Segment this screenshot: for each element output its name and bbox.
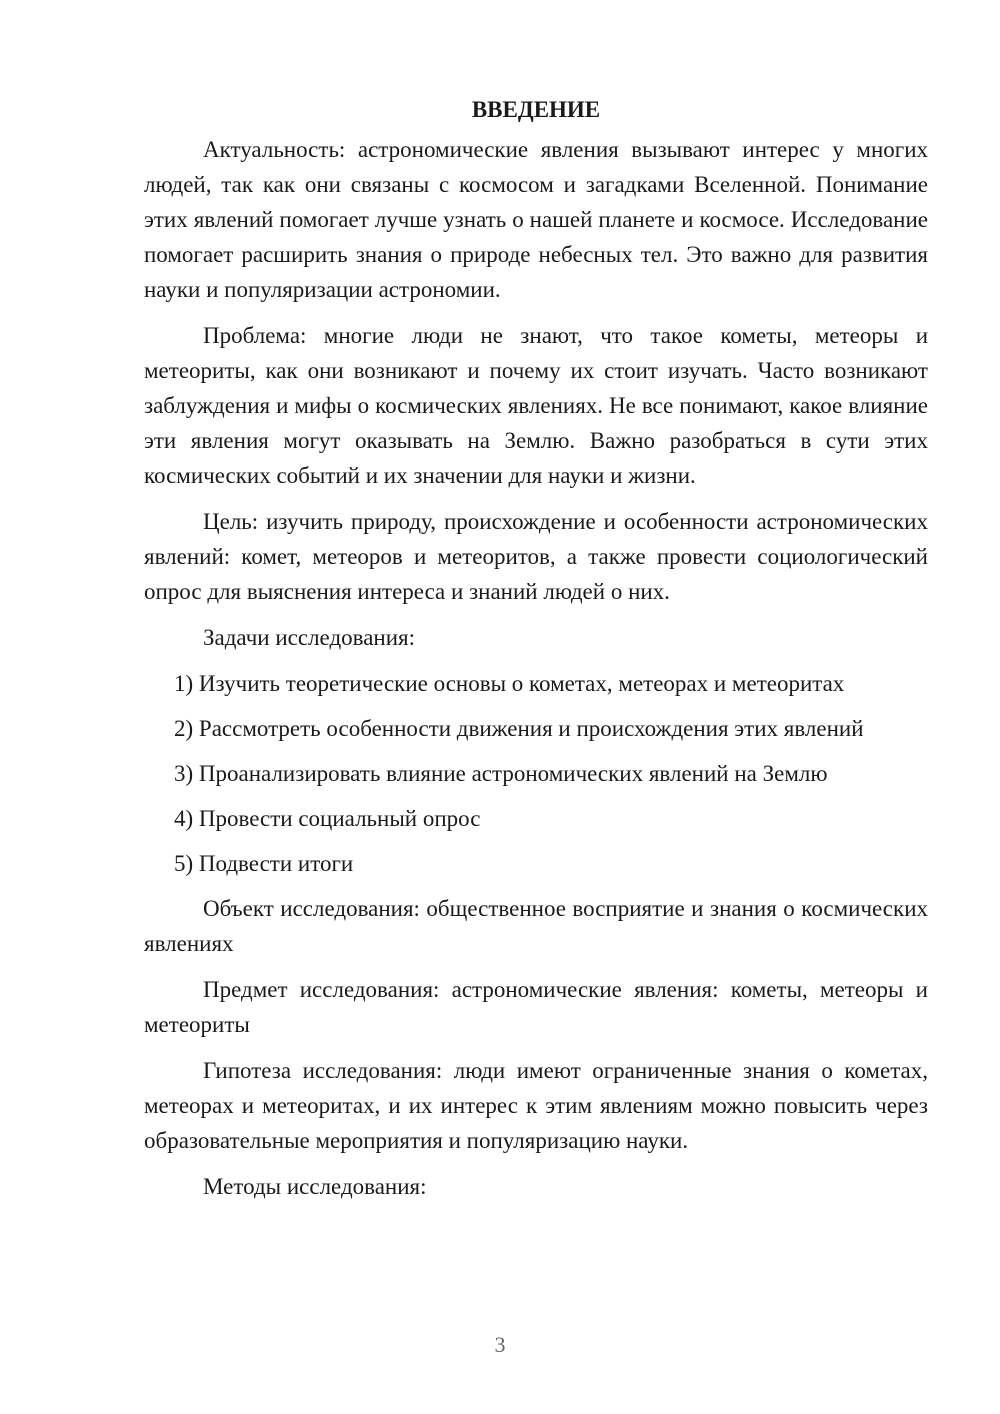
paragraph-problem: Проблема: многие люди не знают, что такое кометы, метеоры и метеориты, как они возникают и почему их стоит изучать. Часто возникают заблуждения и мифы о космических явлениях. Не все понимают, какое влияние эти явления могут оказывать на Землю. Важно разобраться в сути этих космических событий и их значении для науки и жизни. bbox=[144, 323, 928, 488]
paragraph-hypothesis: Гипотеза исследования: люди имеют ограниченные знания о кометах, метеорах и метеоритах, и их интерес к этим явлениям можно повысить через образовательные мероприятия и популяризацию науки. bbox=[144, 1058, 928, 1153]
list-item: 5) Подвести итоги bbox=[174, 851, 354, 876]
paragraph-subject: Предмет исследования: астрономические явления: кометы, метеоры и метеориты bbox=[144, 977, 928, 1037]
list-item: 4) Провести социальный опрос bbox=[174, 806, 481, 831]
page-title: ВВЕДЕНИЕ bbox=[471, 97, 601, 122]
task-list bbox=[144, 666, 928, 881]
paragraph-tasks-heading: Задачи исследования: bbox=[203, 625, 416, 650]
paragraph-object: Объект исследования: общественное восприятие и знания о космических явлениях bbox=[144, 896, 928, 956]
paragraph-relevance: Актуальность: астрономические явления вызывают интерес у многих людей, так как они связаны с космосом и загадками Вселенной. Понимание этих явлений помогает лучше узнать о нашей планете и космосе. Исследование помогает расширить знания о природе небесных тел. Это важно для развития науки и популяризации астрономии. bbox=[144, 137, 928, 302]
paragraph-methods: Методы исследования: bbox=[203, 1174, 427, 1199]
page-number: 3 bbox=[494, 1332, 506, 1357]
list-item: 1) Изучить теоретические основы о кометах, метеорах и метеоритах bbox=[174, 671, 845, 696]
list-item: 3) Проанализировать влияние астрономических явлений на Землю bbox=[174, 761, 828, 786]
paragraph-goal: Цель: изучить природу, происхождение и особенности астрономических явлений: комет, метеоров и метеоритов, а также провести социологический опрос для выяснения интереса и знаний людей о них. bbox=[144, 509, 928, 604]
page-content bbox=[144, 92, 928, 1215]
list-item: 2) Рассмотреть особенности движения и происхождения этих явлений bbox=[174, 716, 864, 741]
